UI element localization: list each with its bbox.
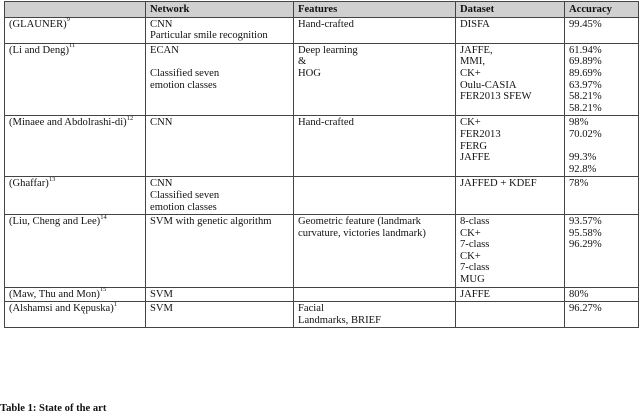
features-line: curvature, victories landmark) (298, 227, 426, 239)
network-line: CNN (150, 178, 173, 190)
dataset-cell (456, 177, 565, 215)
reference-cell (5, 287, 146, 302)
citation-number: 14 (100, 213, 107, 221)
dataset-cell (456, 17, 565, 43)
dataset-line: JAFFE (460, 288, 491, 300)
dataset-line: 7-class (460, 262, 490, 274)
accuracy-line: 63.97% (569, 79, 602, 91)
features-line: Facial (298, 303, 324, 315)
network-line: emotion classes (150, 79, 217, 91)
features-cell (294, 43, 456, 116)
state-of-the-art-table (4, 1, 639, 328)
accuracy-line: 69.89% (569, 56, 602, 68)
accuracy-line: 78% (569, 178, 589, 190)
dataset-line: CK+ (460, 117, 481, 129)
table-row (5, 302, 639, 328)
network-line: Particular smile recognition (150, 30, 268, 42)
network-line: CNN (150, 117, 173, 129)
dataset-line: Oulu-CASIA (460, 79, 517, 91)
citation-number: 11 (69, 42, 76, 50)
accuracy-line: 98% (569, 117, 589, 129)
accuracy-line (569, 141, 634, 153)
dataset-line: JAFFED + KDEF (460, 178, 537, 190)
features-cell (294, 116, 456, 177)
dataset-line: DISFA (460, 18, 490, 30)
features-cell (294, 177, 456, 215)
table-row (5, 17, 639, 43)
dataset-line: CK+ (460, 67, 481, 79)
table-body (5, 17, 639, 328)
citation-number: 13 (48, 175, 56, 183)
reference-text: (Li and Deng) (9, 44, 70, 56)
header-network: Network (146, 2, 294, 18)
table-row (5, 116, 639, 177)
dataset-line: JAFFE, (460, 44, 493, 56)
features-cell (294, 302, 456, 328)
network-cell (146, 17, 294, 43)
dataset-cell (456, 43, 565, 116)
reference-cell (5, 43, 146, 116)
features-line: & (298, 56, 307, 68)
reference-cell (5, 116, 146, 177)
dataset-line: CK+ (460, 250, 481, 262)
accuracy-cell (565, 43, 639, 116)
reference-text: (Ghaffar) (9, 178, 49, 190)
features-line: HOG (298, 67, 321, 79)
accuracy-line: 58.21% (569, 91, 602, 103)
accuracy-line: 99.45% (569, 18, 602, 30)
features-line: Hand-crafted (298, 117, 354, 129)
reference-cell (5, 302, 146, 328)
dataset-line: FER2013 SFEW (460, 91, 532, 103)
accuracy-line: 96.27% (569, 303, 602, 315)
reference-text: (GLAUNER) (9, 18, 67, 30)
citation-number: 15 (99, 286, 107, 294)
features-cell (294, 287, 456, 302)
network-line: SVM (150, 303, 173, 315)
dataset-line: MMI, (460, 56, 486, 68)
table-row (5, 287, 639, 302)
dataset-line: FERG (460, 140, 488, 152)
network-line (150, 56, 289, 68)
header-reference (5, 2, 146, 18)
dataset-cell (456, 287, 565, 302)
citation-number: 9 (66, 16, 70, 24)
accuracy-line: 70.02% (569, 128, 602, 140)
accuracy-line: 99.3% (569, 152, 597, 164)
network-cell (146, 215, 294, 288)
reference-cell (5, 215, 146, 288)
reference-text: (Liu, Cheng and Lee) (9, 216, 101, 228)
network-line: Classified seven (150, 189, 220, 201)
table-row (5, 177, 639, 215)
header-features: Features (294, 2, 456, 18)
dataset-cell (456, 116, 565, 177)
dataset-cell (456, 215, 565, 288)
network-cell (146, 116, 294, 177)
accuracy-line: 95.58% (569, 227, 602, 239)
accuracy-cell (565, 17, 639, 43)
header-accuracy: Accuracy (565, 2, 639, 18)
table-row (5, 215, 639, 288)
table-row (5, 43, 639, 116)
citation-number: 12 (126, 114, 134, 122)
accuracy-cell (565, 177, 639, 215)
network-line: SVM (150, 288, 173, 300)
accuracy-line: 89.69% (569, 67, 602, 79)
accuracy-cell (565, 116, 639, 177)
reference-cell (5, 177, 146, 215)
dataset-line: 8-class (460, 216, 490, 228)
reference-text: (Alshamsi and Kępuska) (9, 303, 114, 315)
features-cell (294, 17, 456, 43)
table-caption: Table 1: State of the art (0, 403, 107, 414)
network-line: Classified seven (150, 67, 220, 79)
network-line: CNN (150, 18, 173, 30)
network-line: ECAN (150, 44, 179, 56)
accuracy-cell (565, 287, 639, 302)
accuracy-line: 93.57% (569, 216, 602, 228)
accuracy-line: 96.29% (569, 239, 602, 251)
dataset-line: FER2013 (460, 128, 501, 140)
reference-cell (5, 17, 146, 43)
features-line (298, 289, 451, 301)
features-cell (294, 215, 456, 288)
dataset-line (460, 303, 560, 315)
features-line: Geometric feature (landmark (298, 216, 421, 228)
accuracy-line: 92.8% (569, 163, 597, 175)
accuracy-line: 58.21% (569, 102, 602, 114)
accuracy-cell (565, 215, 639, 288)
features-line: Hand-crafted (298, 18, 354, 30)
citation-number: 1 (113, 300, 117, 308)
network-line: emotion classes (150, 201, 217, 213)
features-line: Deep learning (298, 44, 358, 56)
reference-text: (Minaee and Abdolrashi-di) (9, 117, 127, 129)
reference-text: (Maw, Thu and Mon) (9, 288, 100, 300)
features-line: Landmarks, BRIEF (298, 314, 381, 326)
accuracy-line: 61.94% (569, 44, 602, 56)
network-cell (146, 302, 294, 328)
features-line (298, 178, 451, 190)
accuracy-cell (565, 302, 639, 328)
dataset-line: CK+ (460, 227, 481, 239)
dataset-line: MUG (460, 274, 485, 286)
network-cell (146, 287, 294, 302)
header-dataset: Dataset (456, 2, 565, 18)
dataset-cell (456, 302, 565, 328)
network-line: SVM with genetic algorithm (150, 216, 272, 228)
dataset-line: JAFFE (460, 152, 491, 164)
network-cell (146, 177, 294, 215)
accuracy-line: 80% (569, 288, 589, 300)
table-header-row (5, 2, 639, 18)
network-cell (146, 43, 294, 116)
dataset-line: 7-class (460, 239, 490, 251)
